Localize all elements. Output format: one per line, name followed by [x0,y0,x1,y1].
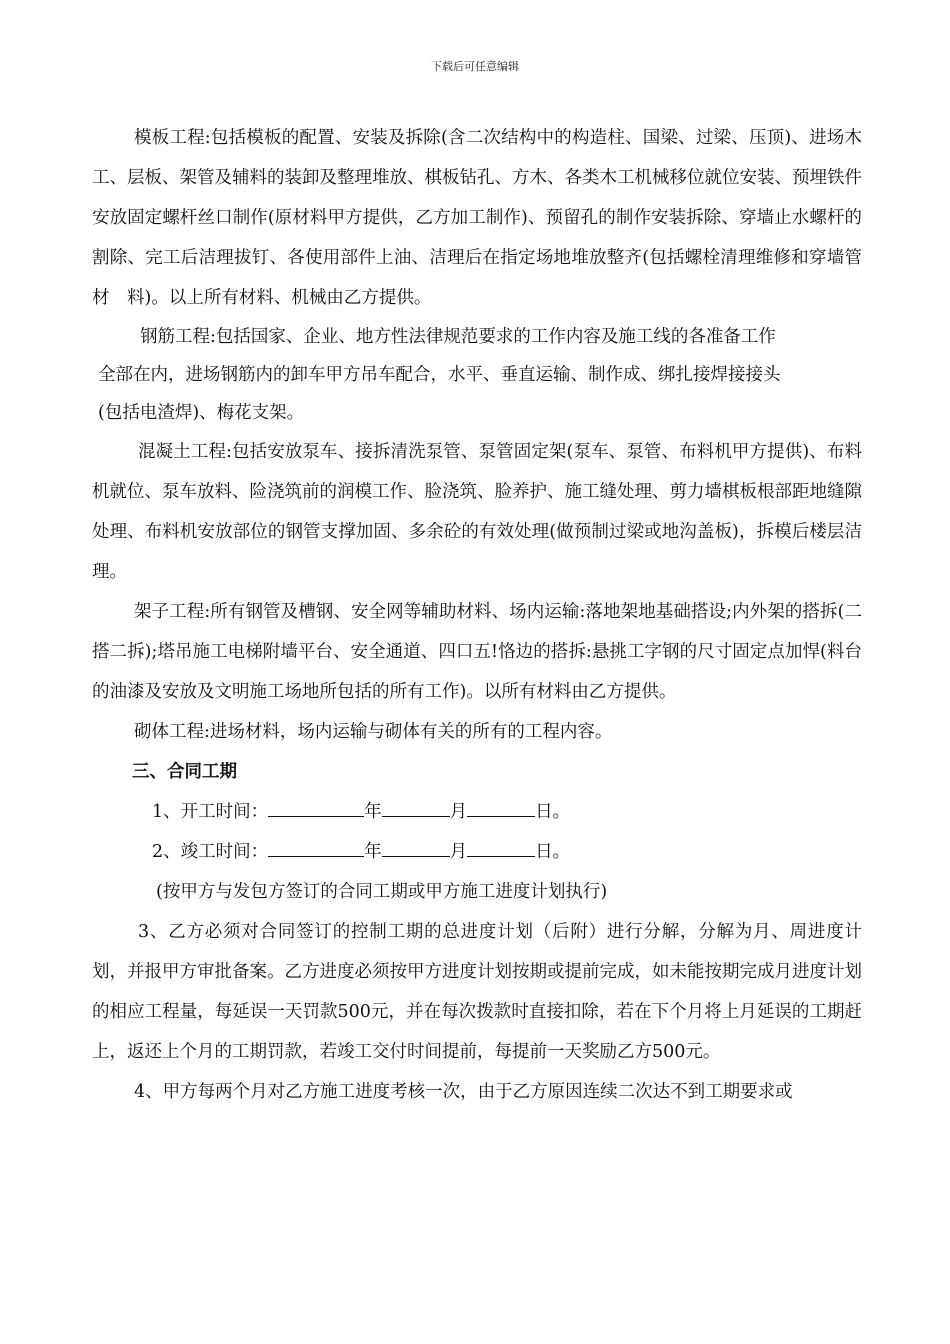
page-header: 下载后可任意编辑 [431,60,519,73]
section-heading-contract-period: 三、合同工期 [132,762,237,782]
document-body [92,118,862,1112]
start-month-blank [382,800,450,817]
paragraph-scaffold: 架子工程:所有钢管及槽钢、安全网等辅助材料、场内运输:落地架地基础搭设;内外架的搭拆(二搭二拆);塔吊施工电梯附墙平台、安全通道、四口五!恪边的搭拆:悬挑工字钢的尺寸固定点加悍(料台的油漆及安放及文明施工场地所包括的所有工作)。以所有材料由乙方提供。 [92,602,862,702]
end-date-line [92,832,862,872]
start-date-line [92,792,862,832]
start-year-blank [268,800,364,817]
paragraph-concrete: 混凝土工程:包括安放泵车、接拆清洗泵管、泵管固定架(泵车、泵管、布料机甲方提供)、布料机就位、泵车放料、险浇筑前的润模工作、脸浇筑、脸养护、施工缝处理、剪力墙棋板根部距地缝隙处理、布料机安放部位的钢管支撑加固、多余砼的有效处理(做预制过梁或地沟盖板)，拆模后楼层洁理。 [92,442,862,582]
end-day-label: 日。 [535,842,571,862]
end-year-label: 年 [364,842,382,862]
paragraph-masonry: 砌体工程:进场材料，场内运输与砌体有关的所有的工程内容。 [134,722,613,742]
start-month-label: 月 [449,802,468,822]
end-month-label: 月 [449,842,468,862]
steel-block [92,318,862,432]
paragraph-steel-line-3: (包括电渣焊)、梅花支架。 [98,403,305,423]
paragraph-steel-line-1: 钢筋工程:包括国家、企业、地方性法律规范要求的工作内容及施工线的各准备工作 [140,327,776,347]
end-date-label: 2、竣工时间： [152,842,269,862]
start-day-label: 日。 [535,802,571,822]
start-day-blank [467,800,535,817]
contract-period-note: (按甲方与发包方签订的合同工期或甲方施工进度计划执行) [156,882,608,902]
end-day-blank [467,840,535,857]
paragraph-formwork: 模板工程:包括模板的配置、安装及拆除(含二次结构中的构造柱、国梁、过梁、压顶)、进场木工、层板、架管及辅料的装卸及整理堆放、棋板钻孔、方木、各类木工机械移位就位安装、预埋铁件安放固定螺杆丝口制作(原材料甲方提供，乙方加工制作)、预留孔的制作安装拆除、穿墙止水螺杆的割除、完工后洁理拔钉、各使用部件上油、洁理后在指定场地堆放整齐(包括螺栓清理维修和穿墙管材 料)。以上所有材料、机械由乙方提供。 [92,128,862,308]
start-date-label: 1、开工时间： [152,802,269,822]
paragraph-steel-line-2: 全部在内，进场钢筋内的卸车甲方吊车配合，水平、垂直运输、制作成、绑扎接焊接接头 [98,365,781,385]
end-month-blank [382,840,450,857]
paragraph-clause-4: 4、甲方每两个月对乙方施工进度考核一次，由于乙方原因连续二次达不到工期要求或 [134,1082,793,1102]
end-year-blank [268,840,364,857]
paragraph-clause-3: 3、乙方必须对合同签订的控制工期的总进度计划（后附）进行分解，分解为月、周进度计划，并报甲方审批备案。乙方进度必须按甲方进度计划按期或提前完成，如未能按期完成月进度计划的相应工程量，每延误一天罚款500元，并在每次拨款时直接扣除，若在下个月将上月延误的工期赶上，返还上个月的工期罚款，若竣工交付时间提前，每提前一天奖励乙方500元。 [92,922,862,1062]
start-year-label: 年 [364,802,382,822]
